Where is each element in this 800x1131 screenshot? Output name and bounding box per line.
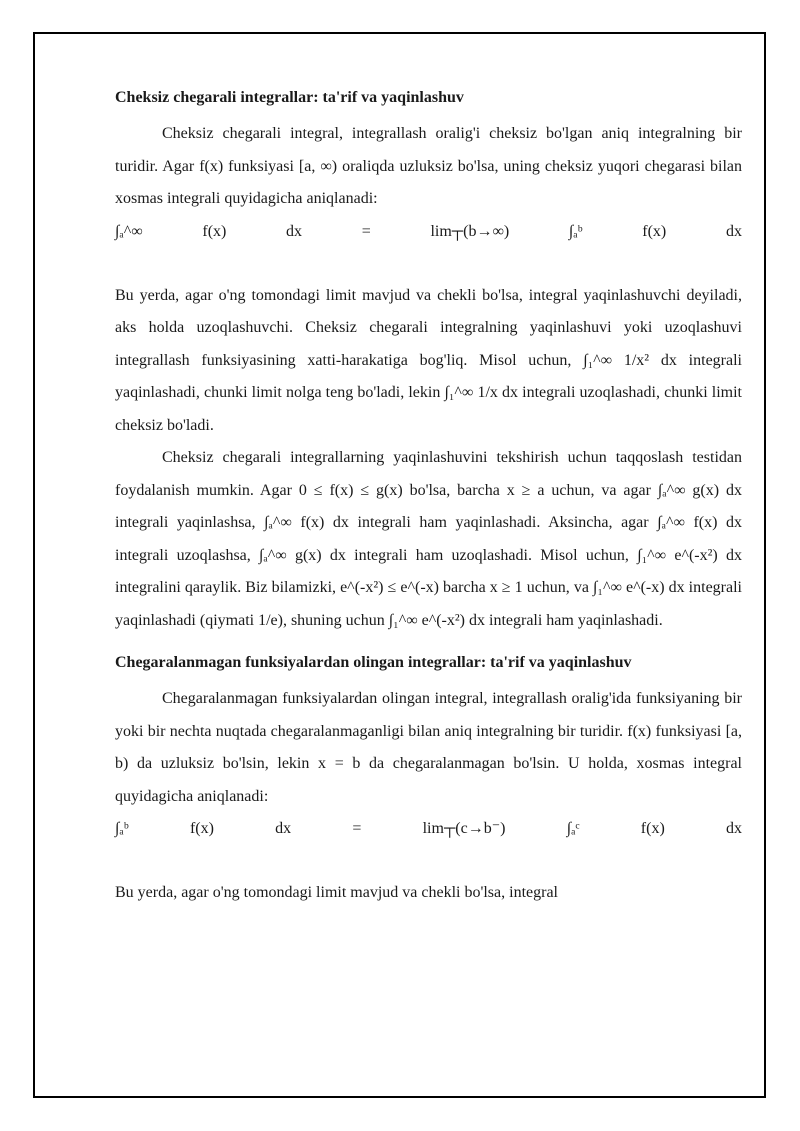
formula-term: = xyxy=(352,820,362,837)
section-heading-improper-integrals: Cheksiz chegarali integrallar: ta'rif va yaqinlashuv xyxy=(115,89,464,106)
section-heading-unbounded-functions: Chegaralanmagan funksiyalardan olingan integrallar: ta'rif va yaqinlashuv xyxy=(115,654,632,671)
formula-term: ∫ₐᶜ xyxy=(566,820,580,837)
paragraph-unbounded-definition: Chegaralanmagan funksiyalardan olingan integral, integrallash oralig'ida funksiyaning bir yoki bir nechta nuqtada chegaralanmaganligi bilan aniq integralning bir turidir. f(x) funksiyasi [a, b) da uzluksiz bo'lsin, lekin x = b da chegaralanmagan bo'lsin. U holda, xosmas integral quyidagicha aniqlanadi: xyxy=(115,690,742,805)
formula-term: ∫ₐᵇ xyxy=(568,222,583,240)
formula-term: ∫ₐᵇ xyxy=(115,820,129,837)
formula-term: f(x) xyxy=(640,820,665,837)
paragraph-unbounded-convergence: Bu yerda, agar o'ng tomondagi limit mavjud va chekli bo'lsa, integral xyxy=(115,884,558,901)
formula-term: lim┬(b→∞) xyxy=(430,222,510,240)
paragraph-convergence: Bu yerda, agar o'ng tomondagi limit mavjud va chekli bo'lsa, integral yaqinlashuvchi deyiladi, aks holda uzoqlashuvchi. Cheksiz chegarali integralning yaqinlashuvi yoki uzoqlashuvi integrallash funksiyasining xatti-harakatiga bog'liq. Misol uchun, ∫₁^∞ 1/x² dx integrali yaqinlashadi, chunki limit nolga teng bo'ladi, lekin ∫₁^∞ 1/x dx integrali uzoqlashadi, chunki limit cheksiz bo'ladi. xyxy=(115,286,742,434)
formula-term: lim┬(c→b⁻) xyxy=(422,820,506,837)
paragraph-comparison-test: Cheksiz chegarali integrallarning yaqinlashuvini tekshirish uchun taqqoslash testidan foydalanish mumkin. Agar 0 ≤ f(x) ≤ g(x) bo'lsa, barcha x ≥ a uchun, va agar ∫ₐ^∞ g(x) dx integrali yaqinlashsa, ∫ₐ^∞ f(x) dx integrali ham yaqinlashadi. Aksincha, agar ∫ₐ^∞ f(x) dx integrali uzoqlashsa, ∫ₐ^∞ g(x) dx integrali ham uzoqlashadi. Misol uchun, ∫₁^∞ e^(-x²) dx integralini qaraylik. Biz bilamizki, e^(-x²) ≤ e^(-x) barcha x ≥ 1 uchun, va ∫₁^∞ e^(-x) dx integrali yaqinlashadi (qiymati 1/e), shuning uchun ∫₁^∞ e^(-x²) dx integrali ham yaqinlashadi. xyxy=(115,449,742,629)
formula-term: dx xyxy=(725,820,742,837)
formula-unbounded-limit xyxy=(115,813,742,845)
formula-term: ∫ₐ^∞ xyxy=(115,222,143,240)
formula-term: dx xyxy=(286,222,303,240)
formula-term: = xyxy=(361,222,371,240)
paragraph-definition: Cheksiz chegarali integral, integrallash oralig'i cheksiz bo'lgan aniq integralning bir turidir. Agar f(x) funksiyasi [a, ∞) oraliqda uzluksiz bo'lsa, uning cheksiz yuqori chegarasi bilan xosmas integrali quyidagicha aniqlanadi: xyxy=(115,125,742,207)
formula-term: f(x) xyxy=(202,222,227,240)
document-body xyxy=(115,86,742,910)
formula-term: f(x) xyxy=(642,222,667,240)
formula-term: f(x) xyxy=(189,820,214,837)
formula-term: dx xyxy=(275,820,292,837)
formula-term: dx xyxy=(725,222,742,240)
formula-infinite-limit xyxy=(115,216,742,248)
